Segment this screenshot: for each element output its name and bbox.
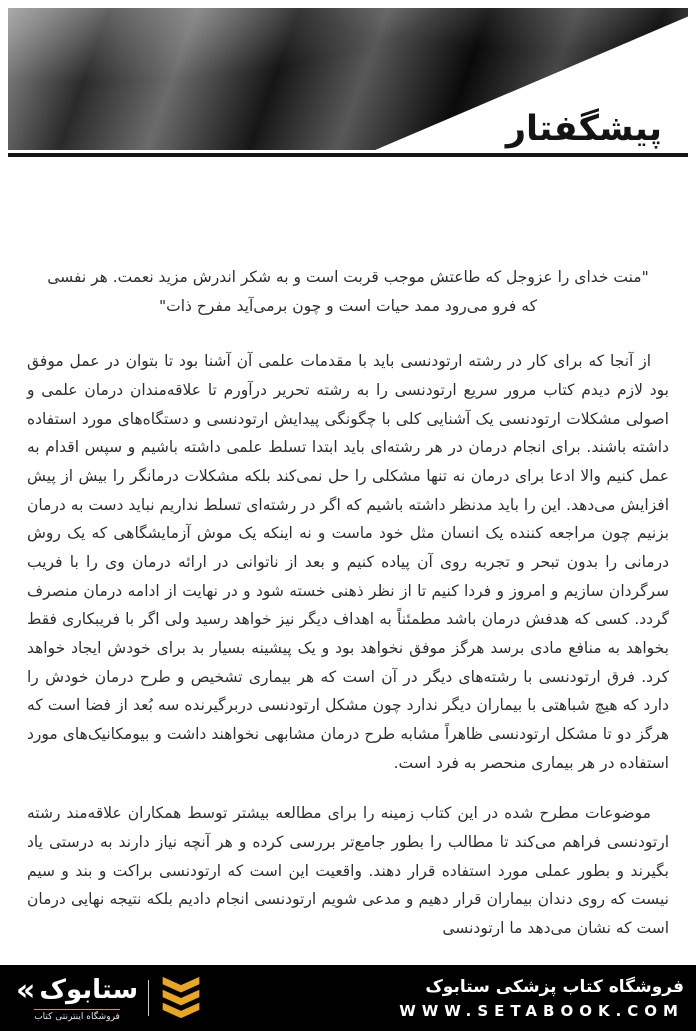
logo-subtitle: فروشگاه اینترنتی کتاب	[34, 1009, 120, 1022]
setabook-wordmark	[16, 974, 138, 1007]
body-paragraph: از آنجا که برای کار در رشته ارتودنسی باید با مقدمات علمی آن آشنا بود تا بتوان در عمل موفق بود لازم دیدم کتاب مرور سریع ارتودنسی را به رشته تحریر درآورم تا علاقه‌مندان درمان علمی و اصولی مشکلات ارتودنسی یک آشنایی کلی با چگونگی پیدایش ارتودنسی و دستگاه‌های مورد استفاده داشته باشند. برای انجام درمان در هر رشته‌ای باید ابتدا تسلط علمی داشته باشیم و سپس اقدام به عمل کنیم والا ادعا برای درمان نه تنها مشکلی را حل نمی‌کند بلکه مشکلات درمانگر را بیش از پیش افزایش می‌دهد. این را باید مدنظر داشته باشیم که اگر در رشته‌ای تسلط نداریم نباید دست به درمان بزنیم چون مراجعه کننده یک انسان مثل خود ماست و نه اینکه یک موش آزمایشگاهی که یک روش درمانی را بدون تبحر و تجربه روی آن پیاده کنیم و بعد از ناتوانی در ارائه درمان وی را با فریب سرگردان سازیم و امروز و فردا کنیم تا از نظر ذهنی خسته شود و در نهایت از ادامه درمان منصرف گردد. کسی که هدفش درمان باشد مطمئناً به اهداف دیگر نیز خواهد رسید ولی اگر با فریبکاری فقط بخواهد به منافع مادی برسد هرگز موفق نخواهد بود و یک پیشینه بسیار بد برای خودش ایجاد خواهد کرد. فرق ارتودنسی با رشته‌های دیگر در آن است که هر بیماری تشخیص و طرح درمان خودش را دارد که هیچ شباهتی با بیماران دیگر ندارد چون مشکل ارتودنسی دربرگیرنده سه بُعد از فضا است که هرگز دو تا مشکل ارتودنسی ظاهراً مشابه طرح درمان مشابهی نخواهند داشت و بیومکانیک‌های مورد استفاده در هر بیماری منحصر به فرد است.	[27, 352, 669, 772]
store-name: فروشگاه کتاب پزشکی ستابوک	[425, 976, 684, 997]
website-url: WWW.SETABOOK.COM	[399, 1001, 684, 1020]
page-body	[0, 157, 696, 943]
setabook-wordmark-block	[16, 974, 138, 1022]
opening-quote: "منت خدای را عزوجل که طاعتش موجب قربت است و به شکر اندرش مزید نعمت. هر نفسی که فرو می‌رود ممد حیات است و چون برمی‌آید مفرح ذات"	[47, 268, 649, 315]
header-banner	[8, 8, 688, 150]
footer-bar	[0, 965, 696, 1031]
body-paragraph: موضوعات مطرح شده در این کتاب زمینه را برای مطالعه بیشتر توسط همکاران علاقه‌مند رشته ارتودنسی فراهم می‌کند تا مطالب را بطور جامع‌تر بررسی کرده و هر آنچه نیاز دارند به درستی یاد بگیرند و بطور عملی مورد استفاده قرار دهند. واقعیت این است که ارتودنسی براکت و بند و سیم نیست که روی دندان بیماران قرار دهیم و مدعی شویم ارتودنسی انجام دادیم بلکه نتیجه نهایی درمان است که نشان می‌دهد ما ارتودنسی	[27, 804, 669, 938]
double-chevron-icon: «	[16, 973, 36, 1008]
footer-text-block	[399, 977, 684, 1020]
setabook-book-icon	[159, 975, 203, 1021]
logo-text: ستابوک	[39, 975, 139, 1006]
setabook-logo	[16, 974, 203, 1022]
logo-divider	[148, 980, 149, 1016]
page-title: پیشگفتار	[505, 109, 662, 149]
